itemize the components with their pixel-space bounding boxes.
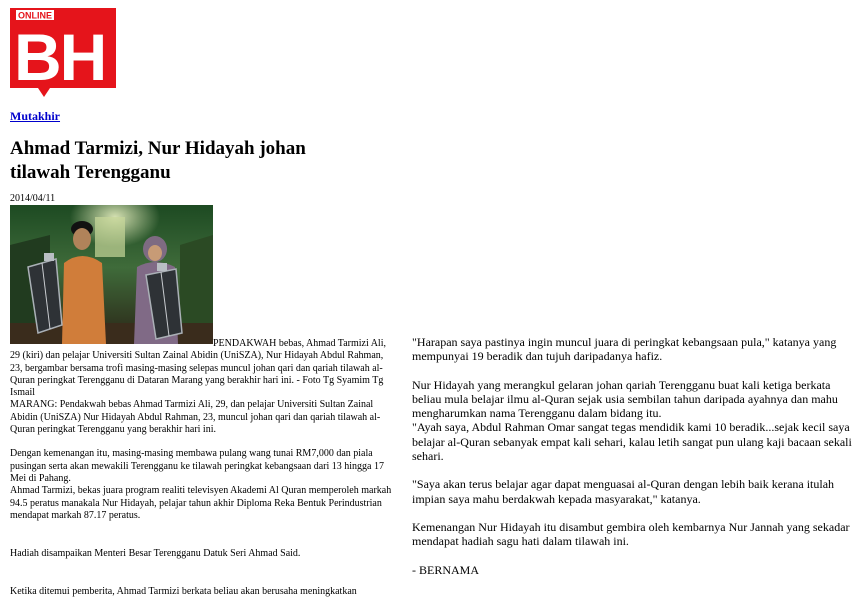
logo-letters: BH <box>14 20 106 94</box>
paragraph-father: "Ayah saya, Abdul Rahman Omar sangat tegas mendidik kami 10 beradik...sejak kecil saya belajar al-Quran sebanyak empat kali sehari, kalau letih sangat pun ulang kaji bacaan sekali sehari. <box>412 420 852 464</box>
section-link-mutakhir[interactable]: Mutakhir <box>10 109 61 123</box>
paragraph-lead: MARANG: Pendakwah bebas Ahmad Tarmizi Ali, 29, dan pelajar Universiti Sultan Zainal Abidin (UniSZA) Nur Hidayah Abdul Rahman, 23, muncul johan qari dan qariah tilawah al-Quran peringkat Terengganu yang berakhir hari ini. <box>10 399 381 436</box>
paragraph-prize: Dengan kemenangan itu, masing-masing membawa pulang wang tunai RM7,000 dan piala pusingan serta akan mewakili Terengganu ke tilawah peringkat kebangsaan dari 13 hingga 17 Mei di Pahang. <box>10 448 384 484</box>
byline-source: - BERNAMA <box>412 562 480 577</box>
paragraph-interview: Ketika ditemui pemberita, Ahmad Tarmizi berkata beliau akan berusaha meningkatkan <box>10 586 357 598</box>
article-date: 2014/04/11 <box>10 193 56 204</box>
paragraph-twin: Kemenangan Nur Hidayah itu disambut gembira oleh kembarnya Nur Jannah yang sekadar mendapat hadiah sagu hati dalam tilawah ini. <box>412 519 850 549</box>
paragraph-scores: Ahmad Tarmizi, bekas juara program realiti televisyen Akademi Al Quran memperoleh markah 94.5 peratus manakala Nur Hidayah, pelajar tahun akhir Diploma Reka Bentuk Perindustrian mendapat markah 87.17 peratus. <box>10 485 392 521</box>
paragraph-nur-hidayah: Nur Hidayah yang merangkul gelaran johan qariah Terengganu buat kali ketiga berkata beliau mula belajar ilmu al-Quran sejak usia sembilan tahun daripada ayahnya dan mahu mengharumkan nama Terengganu dalam bidang itu. <box>412 377 838 421</box>
photo-caption: PENDAKWAH bebas, Ahmad Tarmizi Ali, 29 (kiri) dan pelajar Universiti Sultan Zainal Abidin (UniSZA), Nur Hidayah Abdul Rahman, 23, bergambar bersama trofi masing-masing selepas muncul johan qari dan qariah tilawah al-Quran peringkat Terengganu di Dataran Marang yang berakhir hari ini. - Foto Tg Syamim Tg Ismail <box>10 338 386 399</box>
article-photo <box>10 205 213 344</box>
paragraph-hope: "Harapan saya pastinya ingin muncul juara di peringkat kebangsaan pula," katanya yang mempunyai 19 beradik dan tujuh daripadanya hafiz. <box>412 335 837 364</box>
left-column <box>10 338 395 599</box>
bh-online-logo[interactable] <box>10 8 116 98</box>
paragraph-ambition: "Saya akan terus belajar agar dapat menguasai al-Quran dengan lebih baik kerana itulah impian saya mahu berdakwah kepada masyarakat," katanya. <box>412 477 835 506</box>
paragraph-presenter: Hadiah disampaikan Menteri Besar Terengganu Datuk Seri Ahmad Said. <box>10 548 301 560</box>
article-headline: Ahmad Tarmizi, Nur Hidayah johan tilawah Terengganu <box>10 138 306 183</box>
logo-online-tag: ONLINE <box>18 10 53 21</box>
right-column <box>412 335 857 577</box>
